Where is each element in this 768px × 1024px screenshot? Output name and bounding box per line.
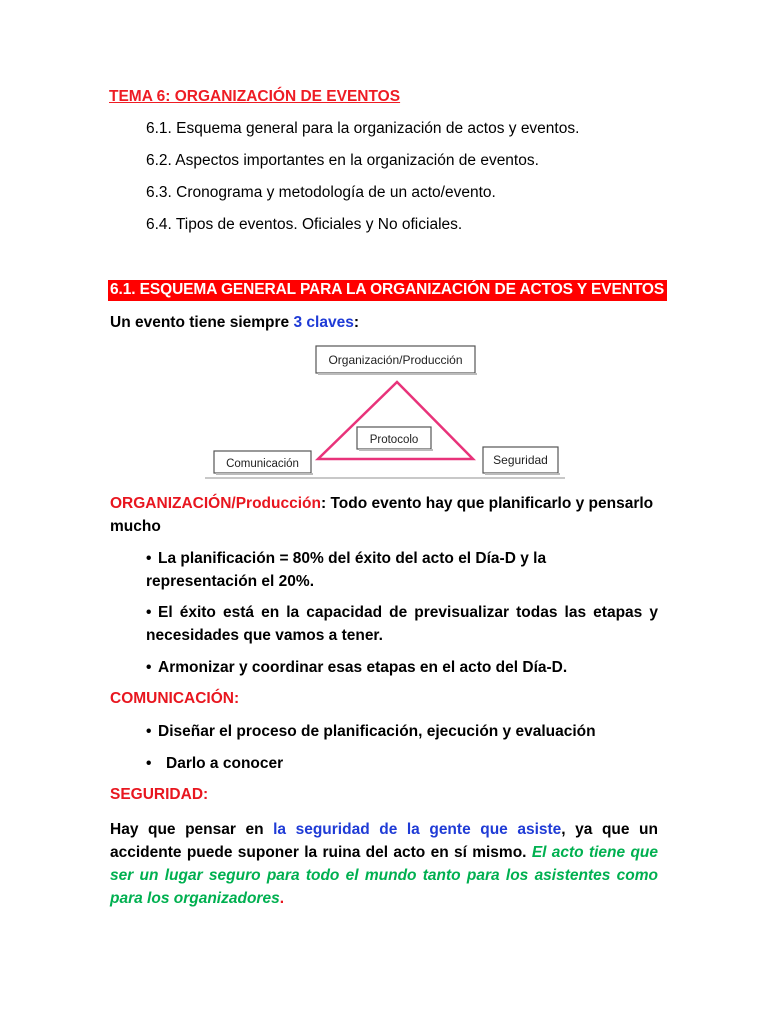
bullet-glyph: •: [146, 723, 152, 740]
toc-item-6-1: 6.1. Esquema general para la organización de actos y eventos.: [146, 120, 580, 137]
topic-title: TEMA 6: ORGANIZACIÓN DE EVENTOS: [109, 88, 401, 105]
comunicacion-bullet-2: [146, 752, 658, 775]
seguridad-label: SEGURIDAD:: [110, 786, 209, 803]
box-seguridad-label: Seguridad: [493, 453, 548, 467]
box-comunicacion: [214, 451, 313, 475]
comunicacion-bullet-text: Diseñar el proceso de planificación, ejecución y evaluación: [158, 723, 596, 740]
organizacion-bullet-text: La planificación = 80% del éxito del acto el Día-D y la representación el 20%.: [146, 550, 547, 590]
intro-colon: :: [353, 314, 359, 331]
toc-item-6-2: 6.2. Aspectos importantes en la organización de eventos.: [146, 152, 539, 169]
organizacion-bullet-text: Armonizar y coordinar esas etapas en el acto del Día-D.: [158, 659, 568, 676]
seguridad-highlight: la seguridad de la gente que asiste: [273, 821, 562, 838]
organizacion-paragraph: [110, 492, 658, 538]
organizacion-text: : Todo evento hay que planificarlo y pensarlo mucho: [110, 495, 654, 535]
box-seguridad: [483, 447, 560, 475]
organizacion-label-produccion: Producción: [235, 495, 321, 512]
organizacion-bullet-text: El éxito está en la capacidad de previsualizar todas las etapas y necesidades que vamos a tener.: [146, 604, 658, 644]
seguridad-text-cont: , ya que un accidente puede suponer la ruina del acto en sí mismo.: [110, 821, 658, 861]
bullet-glyph: •: [146, 659, 152, 676]
seguridad-text: Hay que pensar en: [110, 821, 274, 838]
three-keys-diagram: [200, 340, 570, 485]
organizacion-bullet-2: [146, 601, 658, 647]
organizacion-label: ORGANIZACIÓN/: [110, 495, 236, 512]
bullet-glyph: •: [146, 550, 152, 567]
comunicacion-bullet-1: [146, 720, 658, 743]
box-organizacion: [316, 346, 477, 375]
organizacion-bullet-1: [146, 547, 658, 593]
box-comunicacion-label: Comunicación: [226, 458, 299, 470]
seguridad-end: .: [279, 890, 285, 907]
toc-item-6-4: 6.4. Tipos de eventos. Oficiales y No oficiales.: [146, 216, 463, 233]
section-header: 6.1. ESQUEMA GENERAL PARA LA ORGANIZACIÓN DE ACTOS Y EVENTOS: [108, 280, 667, 301]
box-protocolo: [357, 427, 433, 451]
seguridad-green-text: El acto tiene que ser un lugar seguro para todo el mundo tanto para los asistentes como para los organizadores: [110, 844, 659, 907]
box-organizacion-label: Organización/Producción: [328, 353, 463, 367]
seguridad-paragraph: [110, 818, 658, 910]
organizacion-bullet-3: [146, 656, 658, 679]
box-protocolo-label: Protocolo: [369, 434, 419, 446]
bullet-glyph: •: [146, 755, 152, 772]
intro-highlight: 3 claves: [293, 314, 354, 331]
comunicacion-bullet-text: Darlo a conocer: [166, 755, 284, 772]
intro-text: Un evento tiene siempre: [110, 314, 294, 331]
toc-item-6-3: 6.3. Cronograma y metodología de un acto/evento.: [146, 184, 496, 201]
intro-line: [110, 314, 359, 332]
comunicacion-label: COMUNICACIÓN:: [110, 690, 240, 707]
bullet-glyph: •: [146, 604, 152, 621]
